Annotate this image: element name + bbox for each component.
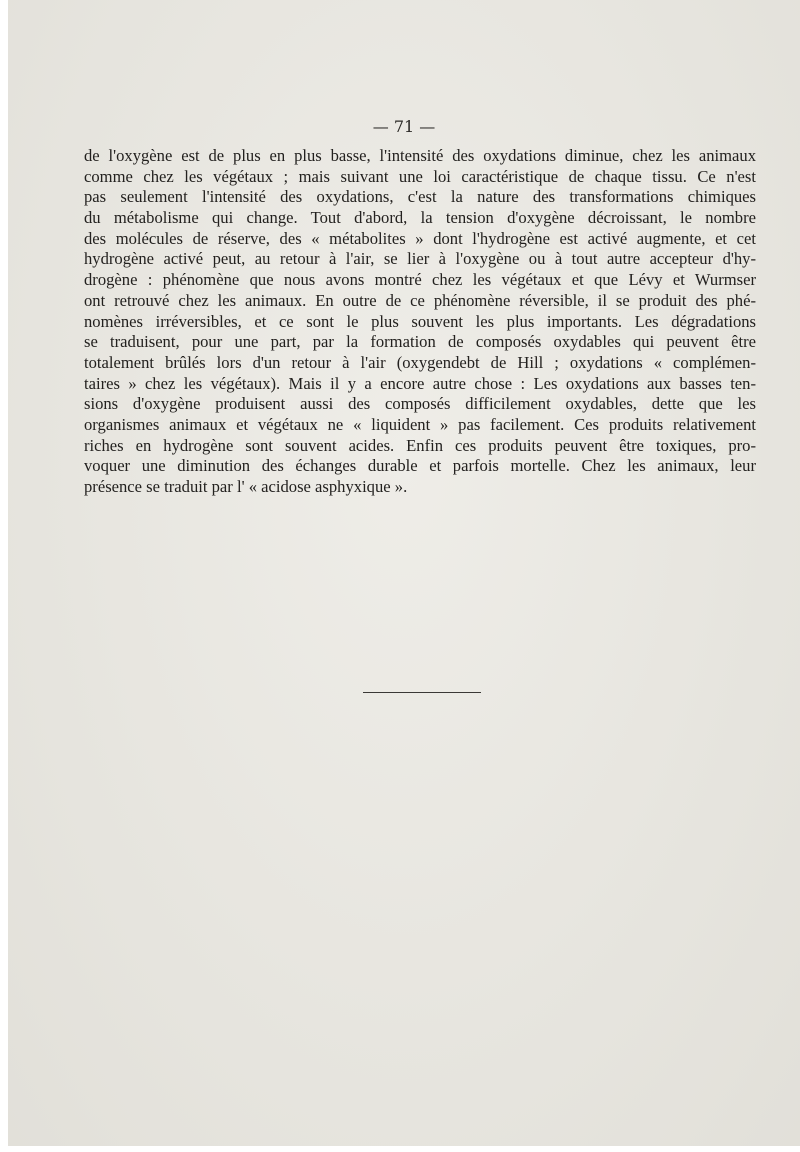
text-line: pas seulement l'intensité des oxydations, c'est la nature des transformations chimiques [84,187,756,207]
text-line: comme chez les végétaux ; mais suivant une loi caractéristique de chaque tissu. Ce n'est [84,166,756,186]
text-line: sions d'oxygène produisent aussi des composés difficilement oxydables, dette que les [84,394,756,414]
text-line: organismes animaux et végétaux ne « liquident » pas facilement. Ces produits relativement [84,414,756,434]
text-line: du métabolisme qui change. Tout d'abord, la tension d'oxygène décroissant, le nombre [84,208,756,228]
section-divider [363,692,481,693]
text-line: totalement brûlés lors d'un retour à l'air (oxygendebt de Hill ; oxydations « complémen- [84,352,756,372]
text-line: ont retrouvé chez les animaux. En outre de ce phénomène réversible, il se produit des phé- [84,290,756,310]
text-line: des molécules de réserve, des « métabolites » dont l'hydrogène est activé augmente, et cet [84,228,756,248]
text-line: nomènes irréversibles, et ce sont le plus souvent les plus importants. Les dégradations [84,311,756,331]
document-page [8,0,800,1146]
text-line: hydrogène activé peut, au retour à l'air, se lier à l'oxygène ou à tout autre accepteur d'hy- [84,249,756,269]
body-paragraph [84,146,756,498]
text-line: riches en hydrogène sont souvent acides. Enfin ces produits peuvent être toxiques, pro- [84,435,756,455]
text-line: taires » chez les végétaux). Mais il y a encore autre chose : Les oxydations aux basses ten- [84,373,756,393]
page-number: — 71 — [372,117,436,136]
text-line: se traduisent, pour une part, par la formation de composés oxydables qui peuvent être [84,332,756,352]
text-line: présence se traduit par l' « acidose asphyxique ». [84,477,408,496]
text-line: voquer une diminution des échanges durable et parfois mortelle. Chez les animaux, leur [84,456,756,476]
text-line: drogène : phénomène que nous avons montré chez les végétaux et que Lévy et Wurmser [84,270,756,290]
text-line: de l'oxygène est de plus en plus basse, l'intensité des oxydations diminue, chez les animaux [84,146,756,165]
